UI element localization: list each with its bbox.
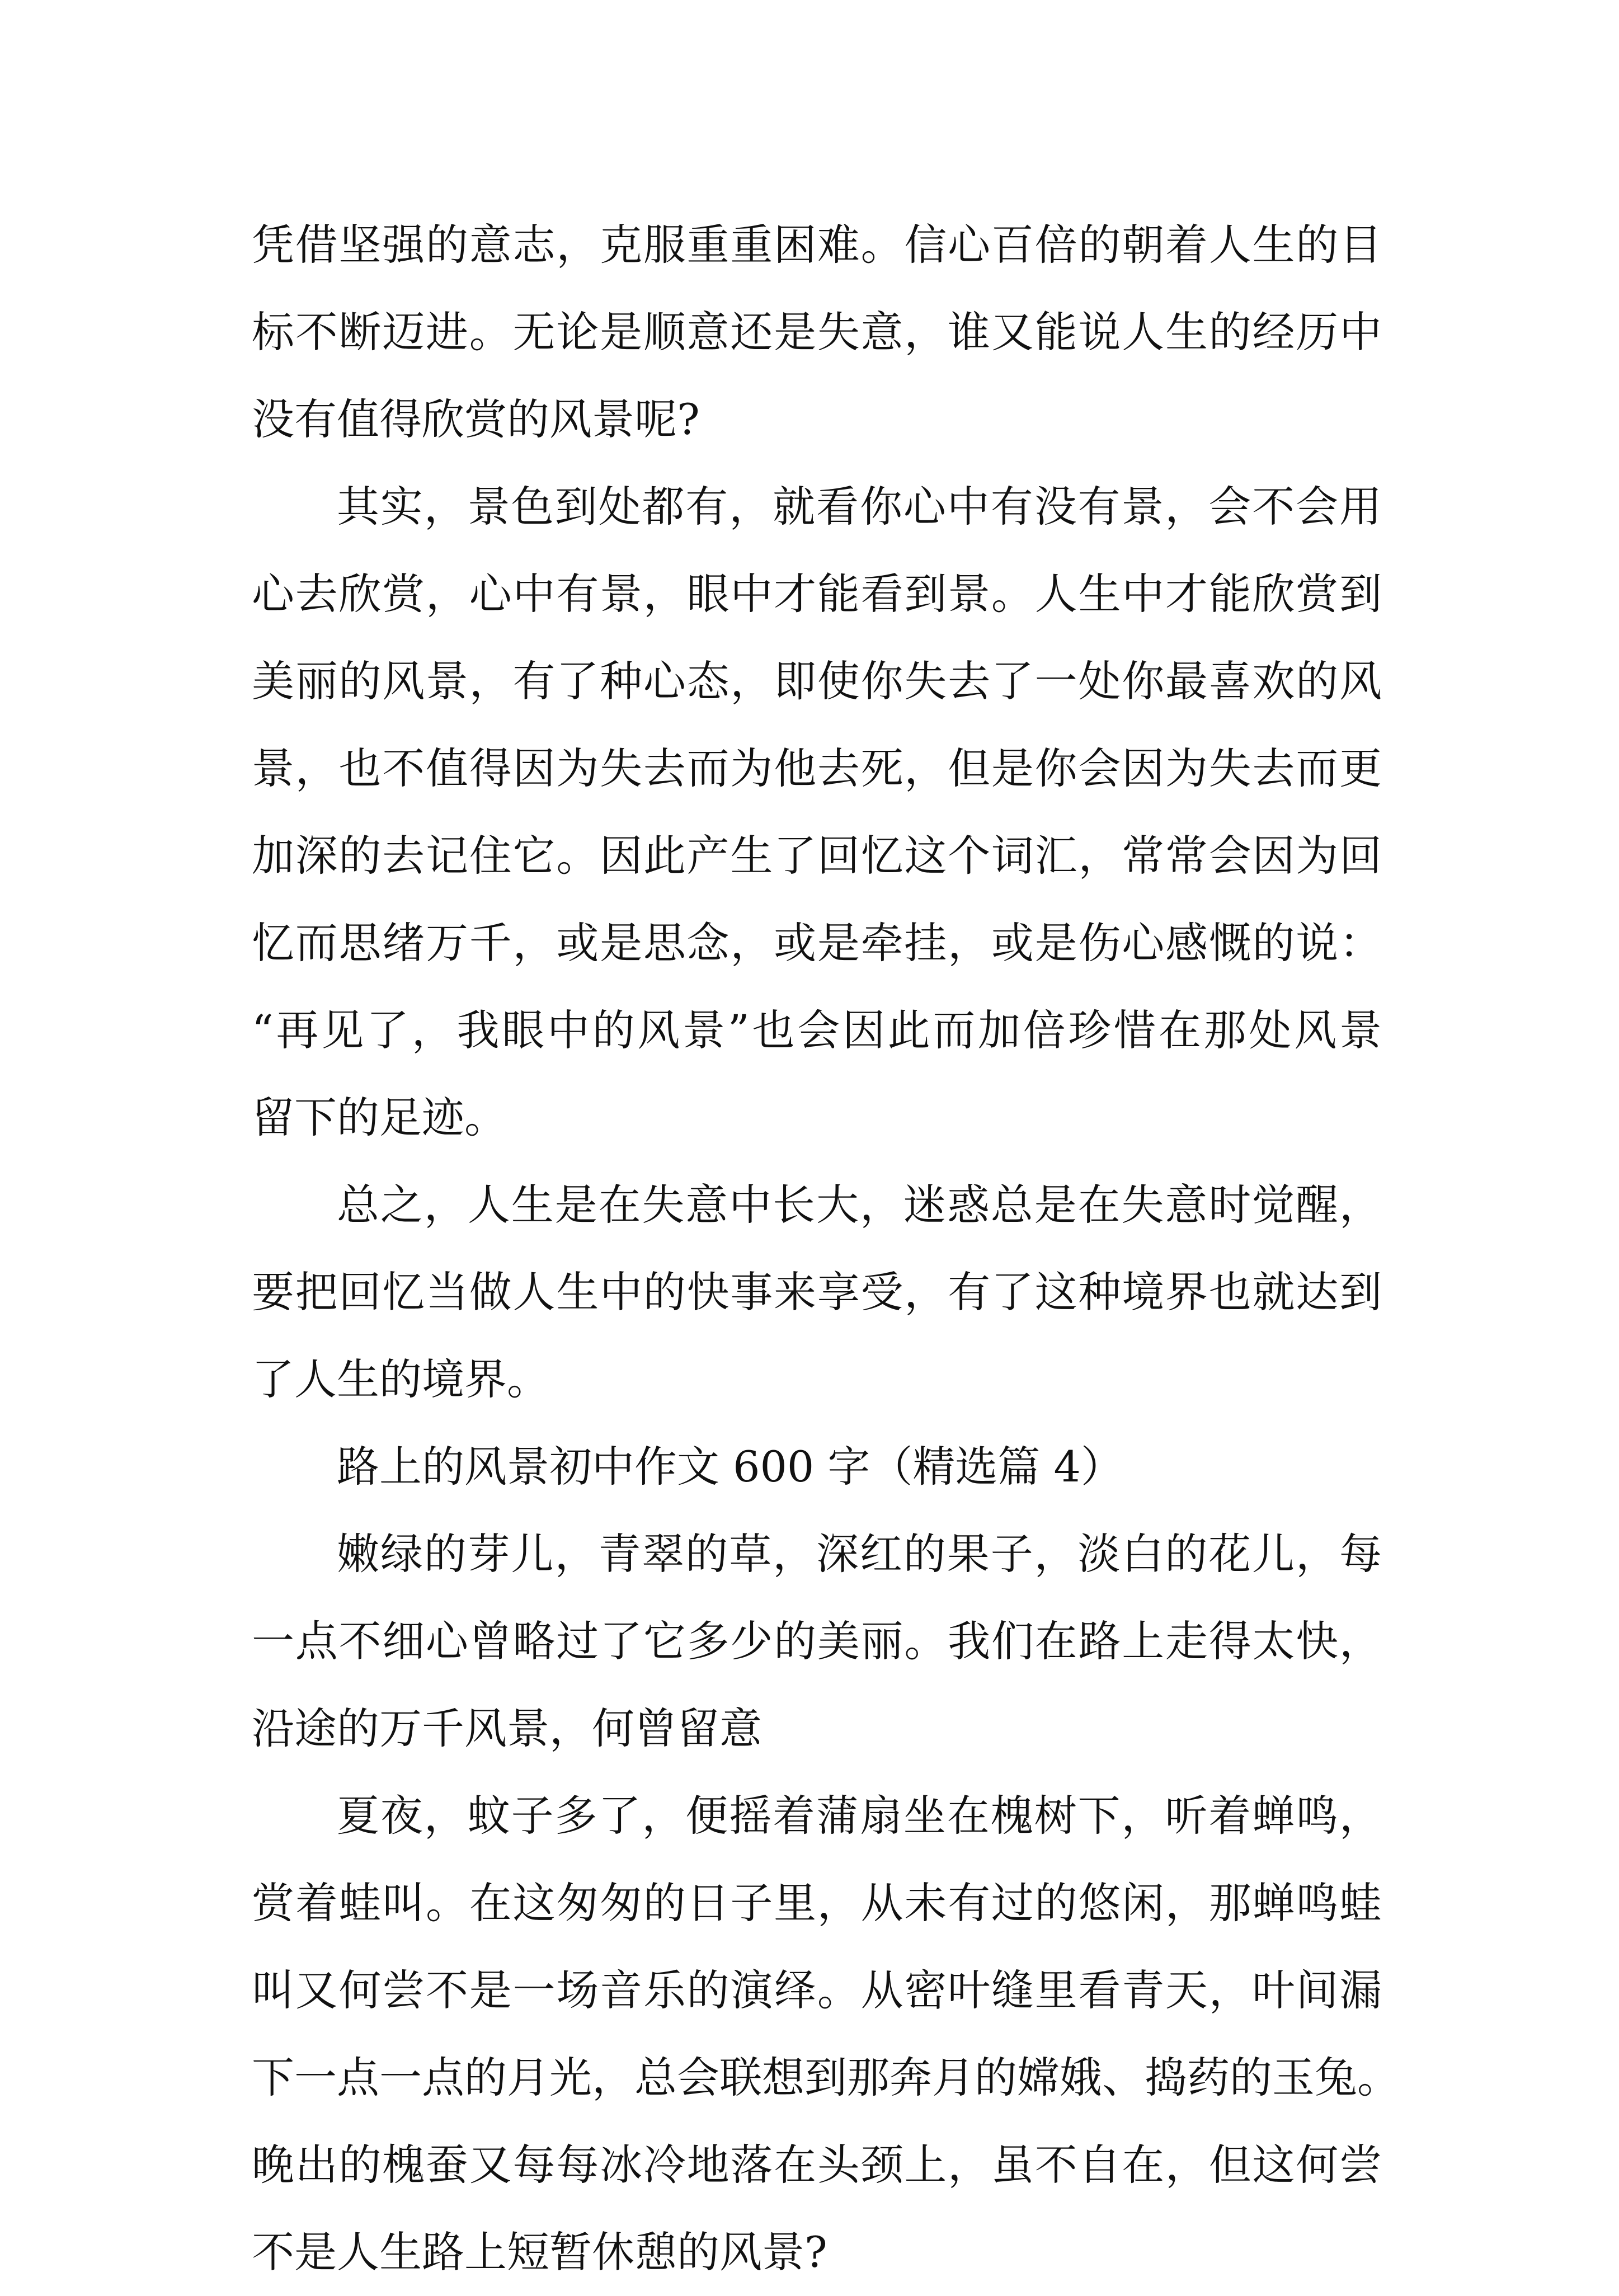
text-line: 心去欣赏，心中有景，眼中才能看到景。人生中才能欣赏到 bbox=[252, 569, 1382, 619]
text-line: 景，也不值得因为失去而为他去死，但是你会因为失去而更 bbox=[252, 744, 1382, 793]
text-line: 嫩绿的芽儿，青翠的草，深红的果子，淡白的花儿，每 bbox=[337, 1529, 1382, 1579]
text-line: 下一点一点的月光，总会联想到那奔月的嫦娥、捣药的玉兔。 bbox=[252, 2053, 1400, 2102]
text-line: 叫又何尝不是一场音乐的演绎。从密叶缝里看青天，叶间漏 bbox=[252, 1965, 1382, 2015]
text-line: 总之，人生是在失意中长大，迷惑总是在失意时觉醒， bbox=[337, 1180, 1382, 1230]
text-line: 要把回忆当做人生中的快事来享受，有了这种境界也就达到 bbox=[252, 1267, 1382, 1317]
document-body bbox=[252, 201, 1400, 2296]
text-line: 晚出的槐蚕又每每冰冷地落在头颈上，虽不自在，但这何尝 bbox=[252, 2140, 1382, 2190]
text-line: 标不断迈进。无论是顺意还是失意，谁又能说人生的经历中 bbox=[252, 307, 1382, 357]
text-line: 沿途的万千风景，何曾留意 bbox=[252, 1704, 762, 1753]
text-line: “再见了，我眼中的风景”也会因此而加倍珍惜在那处风景 bbox=[252, 1005, 1382, 1055]
text-line: 不是人生路上短暂休憩的风景? bbox=[252, 2227, 827, 2277]
text-line: 忆而思绪万千，或是思念，或是牵挂，或是伤心感慨的说： bbox=[252, 918, 1382, 968]
text-line: 其实，景色到处都有，就看你心中有没有景，会不会用 bbox=[337, 482, 1382, 531]
text-line: 留下的足迹。 bbox=[252, 1093, 507, 1142]
text-line: 了人生的境界。 bbox=[252, 1354, 549, 1404]
text-line: 加深的去记住它。因此产生了回忆这个词汇，常常会因为回 bbox=[252, 831, 1382, 881]
text-line: 美丽的风景，有了种心态，即使你失去了一处你最喜欢的风 bbox=[252, 656, 1382, 706]
text-line: 路上的风景初中作文 600 字（精选篇 4） bbox=[337, 1442, 1123, 1492]
text-line: 凭借坚强的意志，克服重重困难。信心百倍的朝着人生的目 bbox=[252, 220, 1382, 270]
text-line: 没有值得欣赏的风景呢? bbox=[252, 394, 700, 444]
text-line: 赏着蛙叫。在这匆匆的日子里，从未有过的悠闲，那蝉鸣蛙 bbox=[252, 1878, 1382, 1928]
text-line: 夏夜，蚊子多了，便摇着蒲扇坐在槐树下，听着蝉鸣， bbox=[337, 1791, 1382, 1841]
text-line: 一点不细心曾略过了它多少的美丽。我们在路上走得太快， bbox=[252, 1616, 1382, 1666]
